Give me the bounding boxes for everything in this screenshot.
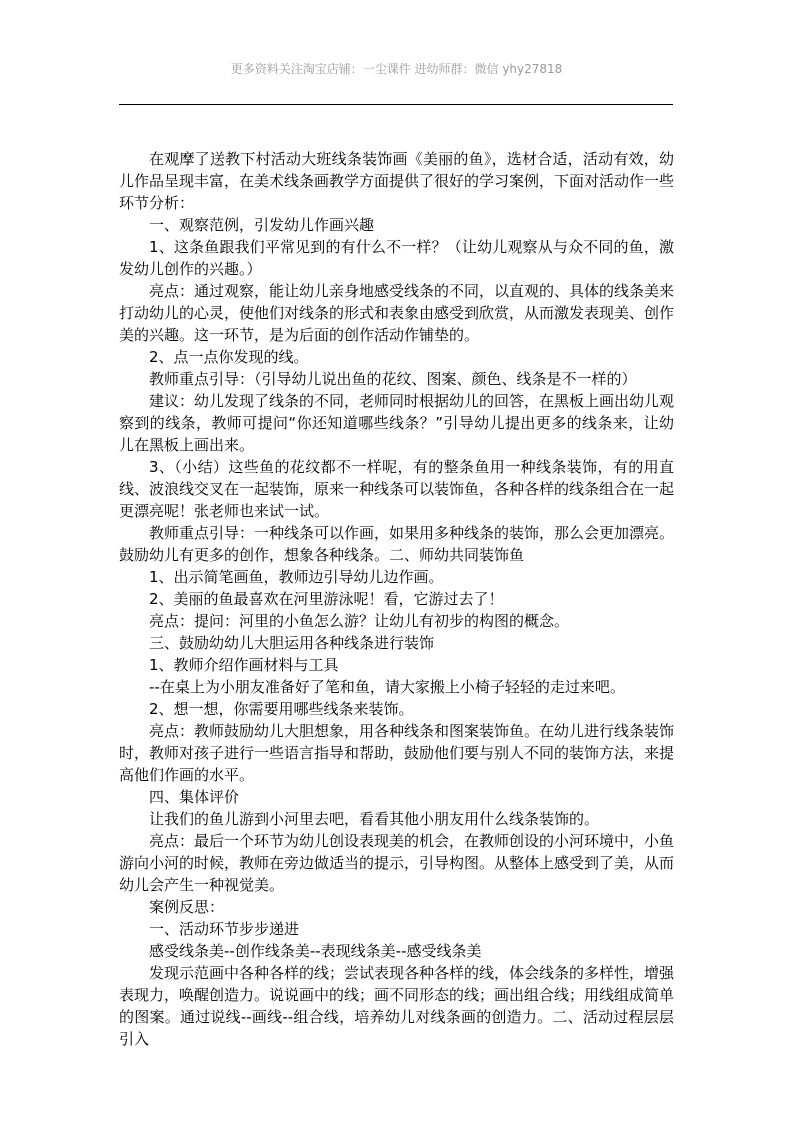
- section-heading-1: 一、观察范例，引发幼儿作画兴趣: [149, 216, 375, 234]
- paragraph: 1、出示简笔画鱼，教师边引导幼儿边作画。: [149, 568, 444, 586]
- section-heading-3: 三、鼓励幼幼儿大胆运用各种线条进行装饰: [149, 634, 435, 652]
- paragraph: 1、这条鱼跟我们平常见到的有什么不一样？（让幼儿观察从与众不同的鱼，激发幼儿创作的兴趣。）: [119, 238, 674, 278]
- paragraph: 1、教师介绍作画材料与工具: [149, 656, 339, 674]
- highlight-paragraph: 亮点：最后一个环节为幼儿创设表现美的机会，在教师创设的小河环境中，小鱼游向小河的时候，教师在旁边做适当的提示，引导构图。从整体上感受到了美，从而幼儿会产生一种视觉美。: [119, 832, 675, 894]
- paragraph: 让我们的鱼儿游到小河里去吧，看看其他小朋友用什么线条装饰的。: [149, 810, 600, 828]
- paragraph: 2、美丽的鱼最喜欢在河里游泳呢！看，它游过去了！: [149, 590, 504, 608]
- header-divider: [119, 104, 673, 105]
- document-body: [119, 148, 674, 1050]
- page-header: 更多资料关注淘宝店铺：一尘课件 进幼师群：微信 yhy27818: [230, 62, 563, 76]
- reflection-heading: 案例反思：: [149, 898, 225, 916]
- paragraph: --在桌上为小朋友准备好了笔和鱼，请大家搬上小椅子轻轻的走过来吧。: [149, 678, 625, 696]
- paragraph: 2、想一想，你需要用哪些线条来装饰。: [149, 700, 414, 718]
- paragraph: 2、点一点你发现的线。: [149, 348, 309, 366]
- paragraph: 教师重点引导：（引导幼儿说出鱼的花纹、图案、颜色、线条是不一样的）: [149, 370, 637, 388]
- reflection-subheading: 一、活动环节步步递进: [149, 920, 300, 938]
- paragraph: 感受线条美--创作线条美--表现线条美--感受线条美: [149, 942, 482, 960]
- suggestion-paragraph: 建议：幼儿发现了线条的不同，老师同时根据幼儿的回答，在黑板上画出幼儿观察到的线条，教师可提问“你还知道哪些线条？”引导幼儿提出更多的线条来，让幼儿在黑板上画出来。: [119, 392, 675, 454]
- intro-paragraph: 在观摩了送教下村活动大班线条装饰画《美丽的鱼》，选材合适，活动有效，幼儿作品呈现丰富，在美术线条画教学方面提供了很好的学习案例，下面对活动作一些环节分析：: [119, 150, 675, 212]
- paragraph: 3、（小结）这些鱼的花纹都不一样呢，有的整条鱼用一种线条装饰，有的用直线、波浪线交叉在一起装饰，原来一种线条可以装饰鱼，各种各样的线条组合在一起更漂亮呢！张老师也来试一试。: [119, 458, 675, 520]
- section-heading-4: 四、集体评价: [149, 788, 240, 806]
- highlight-paragraph: 亮点：通过观察，能让幼儿亲身地感受线条的不同，以直观的、具体的线条美来打动幼儿的心灵，使他们对线条的形式和表象由感受到欣赏，从而激发表现美、创作美的兴趣。这一环节，是为后面的创作活动作铺垫的。: [119, 282, 675, 344]
- paragraph: 发现示范画中各种各样的线；尝试表现各种各样的线，体会线条的多样性，增强表现力，唤醒创造力。说说画中的线；画不同形态的线；画出组合线；用线组成简单的图案。通过说线--画线--组合线，培养幼儿对线条画的创造力。二、活动过程层层引入: [119, 964, 675, 1048]
- highlight-paragraph: 亮点：教师鼓励幼儿大胆想象，用各种线条和图案装饰鱼。在幼儿进行线条装饰时，教师对孩子进行一些语言指导和帮助，鼓励他们要与别人不同的装饰方法，来提高他们作画的水平。: [119, 722, 675, 784]
- highlight-paragraph: 亮点：提问：河里的小鱼怎么游？让幼儿有初步的构图的概念。: [149, 612, 570, 630]
- paragraph: 教师重点引导：一种线条可以作画，如果用多种线条的装饰，那么会更加漂亮。鼓励幼儿有更多的创作，想象各种线条。二、师幼共同装饰鱼: [119, 524, 675, 564]
